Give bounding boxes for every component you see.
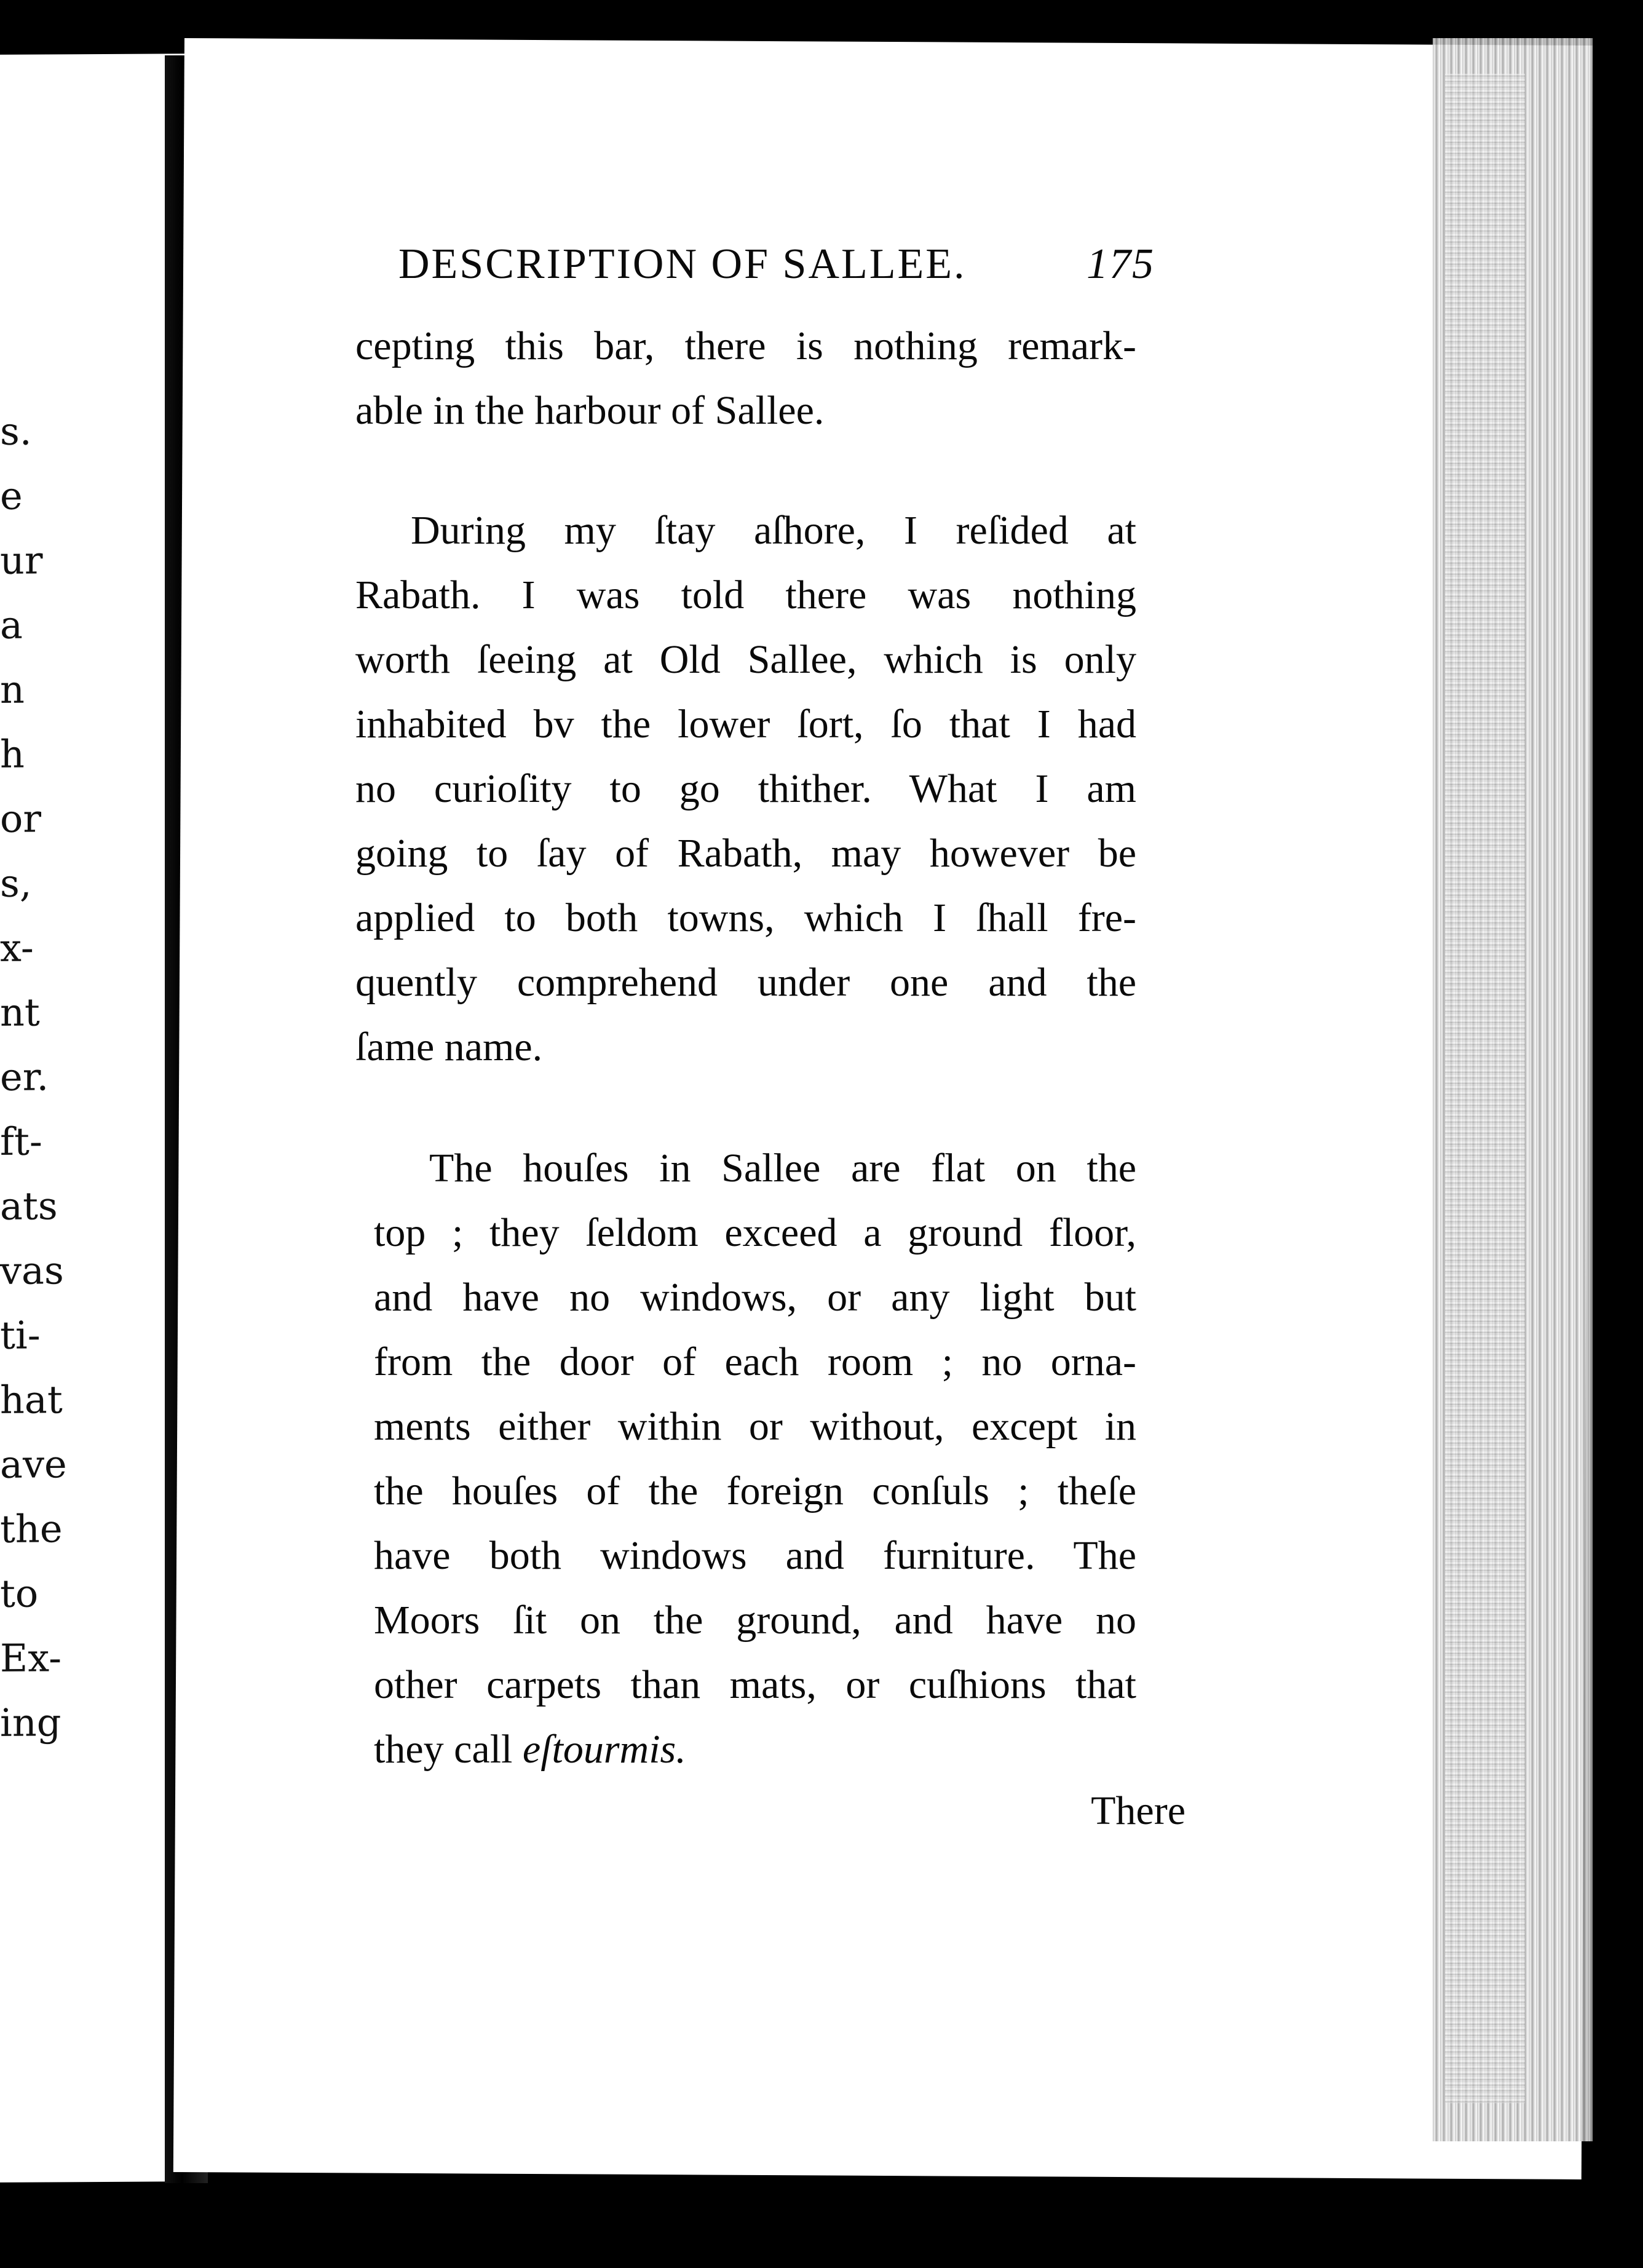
text-line: ments either within or without, except in — [374, 1404, 1136, 1449]
text-line: inhabited bv the lower ſort, ſo that I had — [355, 702, 1136, 747]
text-line: able in the harbour of Sallee. — [355, 388, 825, 433]
line-fragment: x- — [0, 925, 34, 970]
text-line: from the door of each room ; no orna- — [374, 1339, 1136, 1384]
previous-page-line-endings — [0, 398, 74, 1755]
page-number: 175 — [1087, 240, 1155, 288]
text-line: The houſes in Sallee are flat on the — [429, 1146, 1136, 1191]
text-line — [355, 1717, 1136, 1782]
line-fragment: the — [0, 1506, 63, 1552]
text-line: no curioſity to go thither. What I am — [355, 766, 1136, 811]
line-fragment: ur — [0, 537, 43, 583]
line-fragment: a — [0, 602, 23, 648]
line-fragment: nt — [0, 989, 40, 1035]
line-fragment: s, — [0, 860, 32, 906]
line-fragment: Ex- — [0, 1635, 62, 1681]
text-line: top ; they ſeldom exceed a ground floor, — [374, 1210, 1136, 1255]
text-line-start: they call — [374, 1727, 523, 1772]
text-line: other carpets than mats, or cuſhions that — [374, 1662, 1136, 1707]
running-title: DESCRIPTION OF SALLEE. — [398, 240, 967, 288]
page-fore-edge-texture — [1445, 74, 1525, 2103]
text-line: the houſes of the foreign conſuls ; theſe — [374, 1469, 1136, 1513]
paragraph — [355, 498, 1136, 1079]
line-fragment: e — [0, 473, 23, 518]
text-line: During my ſtay aſhore, I reſided at — [411, 508, 1136, 553]
text-line: cepting this bar, there is nothing remark- — [355, 323, 1136, 368]
line-fragment: or — [0, 796, 41, 841]
paragraph — [355, 314, 1136, 443]
text-line: have both windows and furniture. The — [374, 1533, 1136, 1578]
running-head — [355, 240, 1155, 314]
line-fragment: er. — [0, 1054, 49, 1100]
text-line: quently comprehend under one and the — [355, 960, 1136, 1005]
line-fragment: h — [0, 731, 25, 777]
line-fragment: n — [0, 667, 25, 712]
line-fragment: ft- — [0, 1119, 42, 1164]
text-line: ſame name. — [355, 1025, 543, 1069]
text-line: and have no windows, or any light but — [374, 1275, 1136, 1320]
text-line: worth ſeeing at Old Sallee, which is only — [355, 637, 1136, 682]
text-line: Moors ſit on the ground, and have no — [374, 1598, 1136, 1643]
italic-term: eſtourmis. — [522, 1727, 686, 1772]
line-fragment: s. — [0, 408, 32, 454]
line-fragment: hat — [0, 1377, 63, 1422]
line-fragment: ti- — [0, 1312, 41, 1358]
line-fragment: ave — [0, 1441, 67, 1487]
line-fragment: ats — [0, 1183, 58, 1229]
line-fragment: vas — [0, 1248, 64, 1293]
page-text-block — [355, 240, 1186, 1833]
catchword: There — [1091, 1788, 1186, 1833]
text-line: going to ſay of Rabath, may however be — [355, 831, 1136, 876]
paragraph — [355, 1136, 1136, 1782]
line-fragment: ing — [0, 1700, 61, 1745]
text-line: applied to both towns, which I ſhall fre- — [355, 895, 1136, 940]
text-line: Rabath. I was told there was nothing — [355, 573, 1136, 617]
line-fragment: to — [0, 1571, 39, 1616]
